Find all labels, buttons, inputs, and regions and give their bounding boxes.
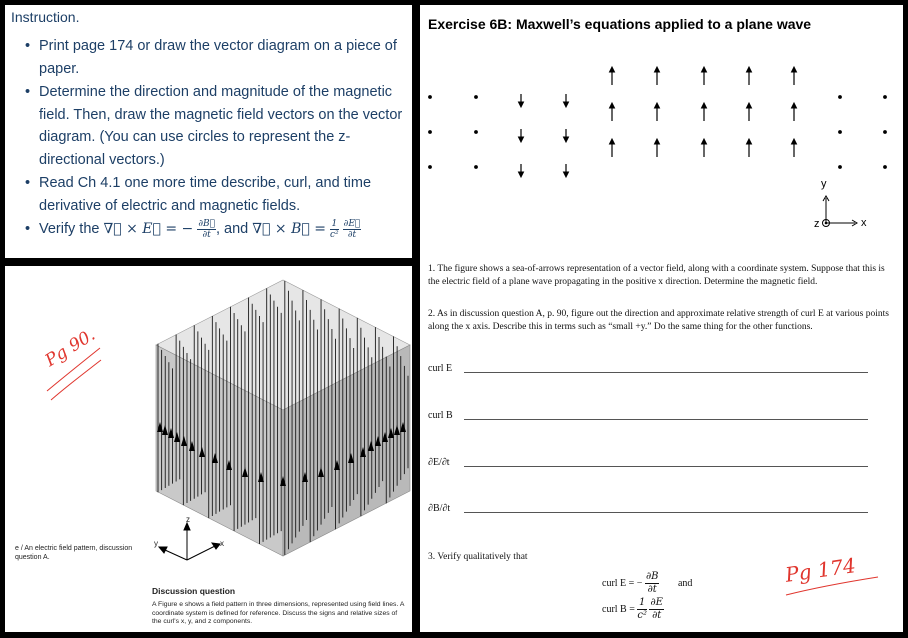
vector-arrowhead (655, 67, 660, 72)
vector-arrowhead (610, 103, 615, 108)
answer-row-db-dt (428, 503, 868, 517)
vector-arrowhead (610, 139, 615, 144)
vector-arrowhead (702, 139, 707, 144)
zero-vector-dot (839, 96, 842, 99)
eq-lhs: curl B = (602, 604, 635, 615)
eq-and: and (677, 578, 693, 589)
exercise-panel (420, 5, 903, 632)
sea-of-arrows (429, 67, 887, 177)
frac-num: ∂B (645, 571, 659, 582)
vector-arrowhead (655, 139, 660, 144)
answer-line[interactable] (464, 466, 868, 467)
vector-arrowhead (702, 103, 707, 108)
eq-fraction (649, 597, 663, 622)
instruction-title: Instruction. (11, 9, 80, 25)
zero-vector-dot (884, 96, 887, 99)
zero-vector-dot (884, 166, 887, 169)
zero-vector-dot (429, 131, 432, 134)
vector-arrowhead (792, 103, 797, 108)
answer-row-curl-b (428, 410, 868, 424)
axis-label-x: x (220, 539, 224, 548)
answer-row-de-dt (428, 457, 868, 471)
vector-arrowhead (519, 172, 524, 177)
frac-num: ∂E⃗ (343, 218, 361, 229)
vector-arrowhead (792, 139, 797, 144)
equation-faraday-fraction (197, 219, 216, 240)
handwritten-page-note: Pg 174 (783, 553, 858, 587)
answer-label: ∂E/∂t (428, 457, 450, 468)
frac-num: ∂E (650, 597, 663, 608)
answer-line[interactable] (464, 512, 868, 513)
zero-vector-dot (475, 131, 478, 134)
exercise-title: Exercise 6B: Maxwell’s equations applied to a plane wave (428, 16, 812, 32)
zero-vector-dot (475, 166, 478, 169)
answer-row-curl-e (428, 363, 868, 377)
frac-den: ∂t (647, 584, 657, 595)
sea-axis-label-z: z (814, 218, 820, 230)
equation-curl-e (602, 571, 692, 596)
handwritten-page-note: Pg 90. (41, 325, 99, 371)
vector-arrowhead (564, 137, 569, 142)
equation-ampere-coefficient (330, 219, 339, 240)
vector-arrowhead (519, 137, 524, 142)
sea-of-arrows-figure (420, 5, 903, 245)
frac-den: ∂t (202, 229, 211, 240)
field-cube-figure (5, 266, 412, 632)
instruction-item: • Determine the direction and magnitude of the magnetic field. Then, draw the magnetic field vectors on the vector diagram. (You can use circles to represent the z-directional vectors.) (25, 81, 406, 171)
eq-fraction (645, 571, 660, 596)
discussion-heading: Discussion question (152, 586, 236, 596)
vector-arrowhead (702, 67, 707, 72)
frac-num: ∂B⃗ (198, 218, 215, 229)
field-figure-panel (5, 266, 412, 632)
sea-axis-label-y: y (821, 178, 827, 190)
zero-vector-dot (839, 131, 842, 134)
axes-triad (159, 523, 220, 560)
verify-prefix: Verify the (39, 221, 100, 237)
frac-num: 1 (331, 218, 338, 229)
vector-arrowhead (519, 102, 524, 107)
vector-arrowhead (747, 139, 752, 144)
zero-vector-dot (884, 131, 887, 134)
vector-arrowhead (655, 103, 660, 108)
vector-arrowhead (792, 67, 797, 72)
instruction-item-verify (25, 218, 406, 241)
question-3: 3. Verify qualitatively that (428, 552, 528, 562)
answer-label: curl B (428, 410, 453, 421)
discussion-text: A Figure e shows a field pattern in three dimensions, represented using field lines. A coordinate system is defined for reference. Discuss the signs and relative sizes of the curl's x, y, and z components. (152, 601, 405, 625)
zero-vector-dot (839, 166, 842, 169)
coordinate-system (823, 196, 858, 227)
frac-den: c² (637, 610, 647, 621)
zero-vector-dot (429, 166, 432, 169)
vector-arrowhead (564, 172, 569, 177)
zero-vector-dot (475, 96, 478, 99)
frac-den: c² (329, 229, 339, 240)
vector-arrowhead (747, 103, 752, 108)
axis-label-y: y (154, 539, 158, 548)
equation-ampere-fraction (343, 219, 362, 240)
answer-label: curl E (428, 363, 453, 374)
verify-mid: , and (215, 221, 249, 237)
zero-vector-dot (429, 96, 432, 99)
instruction-list (11, 35, 406, 241)
frac-num: 1 (638, 597, 646, 608)
instruction-item: • Print page 174 or draw the vector diagram on a piece of paper. (25, 35, 406, 80)
answer-line[interactable] (464, 419, 868, 420)
equation-curl-b (602, 597, 664, 622)
eq-lhs: curl E = − (602, 578, 643, 589)
vector-arrowhead (564, 102, 569, 107)
vector-arrowhead (610, 67, 615, 72)
question-1: 1. The figure shows a sea-of-arrows representation of a vector field, along with a coordinate system. Suppose that this is the electric field of a plane wave propagating in the positive x direction. Determine the magnetic field. (428, 264, 885, 287)
equation-faraday-lhs: ∇⃗ × E⃗ = − (103, 221, 194, 237)
instruction-item: • Read Ch 4.1 one more time describe, curl, and time derivative of electric and magnetic fields. (25, 172, 406, 217)
eq-coefficient (637, 597, 647, 622)
axis-label-z: z (186, 515, 190, 524)
sea-axis-label-x: x (861, 217, 867, 229)
frac-den: ∂t (652, 610, 662, 621)
figure-caption: e / An electric field pattern, discussion question A. (15, 545, 133, 561)
equation-ampere-lhs: ∇⃗ × B⃗ = (252, 221, 326, 237)
answer-line[interactable] (464, 372, 868, 373)
frac-den: ∂t (347, 229, 357, 240)
answer-label: ∂B/∂t (428, 503, 451, 514)
instruction-panel (5, 5, 412, 258)
vector-arrowhead (747, 67, 752, 72)
question-2: 2. As in discussion question A, p. 90, figure out the direction and approximate relative strength of curl E at various points along the x axis. Describe this in terms such as “small +y.” Do the same thing for the other functions. (428, 309, 889, 332)
